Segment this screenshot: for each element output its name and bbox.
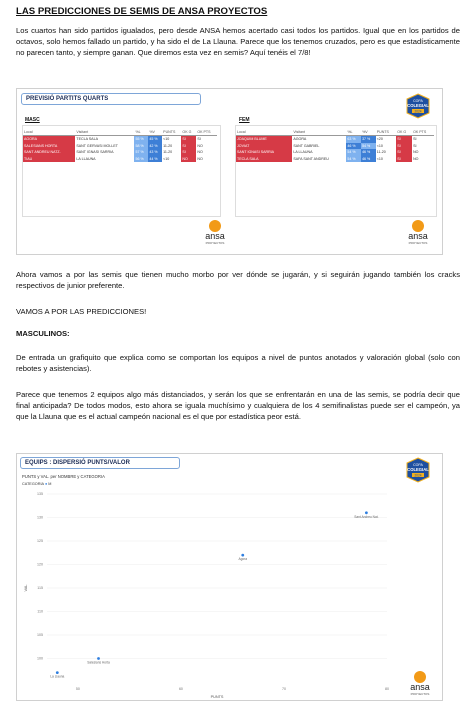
fem-table-cell: 63 % bbox=[346, 136, 361, 143]
fem-label: FEM bbox=[239, 117, 250, 123]
masc-table-row bbox=[23, 136, 217, 143]
fem-table-cell: AGORA bbox=[292, 136, 346, 143]
y-tick-label: 125 bbox=[37, 539, 43, 544]
fem-table-cell: 54 % bbox=[361, 143, 376, 150]
masc-table-cell: 42 % bbox=[148, 143, 162, 150]
fem-table-cell: <10 bbox=[376, 143, 396, 150]
fem-table-cell: NO bbox=[412, 156, 434, 163]
fem-table-cell: SI bbox=[412, 143, 434, 150]
masc-table-row bbox=[23, 156, 217, 163]
masc-table-cell: SI bbox=[181, 143, 196, 150]
article-title: LAS PREDICCIONES DE SEMIS DE ANSA PROYECTOS bbox=[16, 6, 268, 17]
fem-table-cell: JOVIAT bbox=[236, 143, 292, 150]
copa-colegial-cup-icon bbox=[405, 93, 431, 119]
y-tick-label: 100 bbox=[37, 656, 43, 661]
fem-header-cell: OK PTS bbox=[412, 129, 434, 136]
y-tick-label: 115 bbox=[37, 586, 43, 591]
masc-table-cell: 56 % bbox=[134, 156, 148, 163]
masc-table-cell: SANT IGNASI SARRIA bbox=[75, 149, 134, 156]
y-tick-label: 135 bbox=[37, 492, 43, 497]
ansa-logo-left bbox=[200, 219, 230, 245]
data-point-label: Agora bbox=[238, 557, 248, 562]
masc-table-cell: LA LLAUNA bbox=[75, 156, 134, 163]
fem-table-cell: SI bbox=[396, 156, 412, 163]
y-tick-label: 120 bbox=[37, 562, 43, 567]
fem-table-cell: 11-20 bbox=[376, 149, 396, 156]
y-tick-label: 105 bbox=[37, 633, 43, 638]
svg-text:COLEGIAL: COLEGIAL bbox=[407, 103, 429, 108]
masc-table-cell: 44 % bbox=[148, 156, 162, 163]
prediction-panel bbox=[16, 88, 443, 255]
fem-table-cell: SANT IGNASI SARRIA bbox=[236, 149, 292, 156]
chart-intro-paragraph: De entrada un grafiquito que explica como se comportan los equipos a nivel de puntos anotados y valoración global (solo con rebotes y asistencias). bbox=[16, 353, 460, 373]
masc-table-cell: NO bbox=[196, 156, 217, 163]
ansa-logo-chart bbox=[405, 670, 435, 696]
chart-subtitle: PUNTS y VAL. per NOMBRE y CATEGORIA bbox=[22, 474, 105, 479]
masc-table-cell: SANT GERVASI MOLLET bbox=[75, 143, 134, 150]
scatter-chart-panel bbox=[16, 453, 443, 701]
svg-text:2024: 2024 bbox=[414, 473, 422, 478]
svg-text:COPA: COPA bbox=[413, 99, 423, 103]
fem-table-row bbox=[236, 156, 434, 163]
x-tick-label: 50 bbox=[75, 687, 80, 691]
svg-text:ansa: ansa bbox=[205, 231, 225, 241]
masc-header-cell: OK G bbox=[181, 129, 196, 136]
data-point-label: La Llauna bbox=[50, 674, 65, 679]
fem-table-cell: 54 % bbox=[346, 149, 361, 156]
svg-text:2024: 2024 bbox=[414, 109, 422, 114]
masc-table-cell: <10 bbox=[162, 136, 181, 143]
masc-table-cell: <10 bbox=[162, 156, 181, 163]
masc-table-cell: 45 % bbox=[148, 136, 162, 143]
analysis-paragraph: Parece que tenemos 2 equipos algo más distanciados, y serán los que se enfrentarán en una de las semis, se podría decir que final anticipada? De todos modos, esto ahora se iguala muchísimo y cualquiera de los 4 semifinalistas puede ser el campeón, ya que la Llauna que es el actual campeón nacional es el que por estadística peor está. bbox=[16, 390, 460, 421]
fem-table-cell: TECLA SALA bbox=[236, 156, 292, 163]
masc-table-cell: 11-20 bbox=[162, 143, 181, 150]
masc-header-cell: Local bbox=[23, 129, 75, 136]
fem-table-cell: 46 % bbox=[361, 156, 376, 163]
fem-header-cell: %L bbox=[346, 129, 361, 136]
x-axis-label: PUNTS bbox=[210, 695, 224, 699]
fem-header-cell: Local bbox=[236, 129, 292, 136]
fem-table-cell: <10 bbox=[376, 156, 396, 163]
data-point bbox=[97, 657, 100, 660]
svg-text:ansa: ansa bbox=[410, 682, 430, 692]
data-point bbox=[56, 671, 59, 674]
masc-header-cell: %V bbox=[148, 129, 162, 136]
fem-table-cell: LA LLAUNA bbox=[292, 149, 346, 156]
fem-table-cell: SANT GABRIEL bbox=[292, 143, 346, 150]
fem-table-row bbox=[236, 136, 434, 143]
fem-table-cell: SI bbox=[412, 136, 434, 143]
fem-table-cell: 54 % bbox=[346, 156, 361, 163]
masc-label: MASC bbox=[25, 117, 40, 123]
ansa-logo-right bbox=[403, 219, 433, 245]
data-point bbox=[241, 554, 244, 557]
svg-text:COLEGIAL: COLEGIAL bbox=[407, 467, 429, 472]
masc-header-cell: OK PTS bbox=[196, 129, 217, 136]
svg-text:COPA: COPA bbox=[413, 463, 423, 467]
fem-table-cell: 46 % bbox=[346, 143, 361, 150]
masc-table-cell: NO bbox=[196, 149, 217, 156]
legend-marker-icon: ● bbox=[44, 482, 49, 486]
prediction-panel-title: PREVISIÓ PARTITS QUARTS bbox=[21, 93, 201, 105]
masc-table-cell: AGORA bbox=[23, 136, 75, 143]
masc-table-cell: 57 % bbox=[134, 149, 148, 156]
legend-entry: M bbox=[48, 482, 52, 486]
svg-text:PROYECTOS: PROYECTOS bbox=[410, 692, 430, 696]
x-tick-label: 70 bbox=[281, 687, 286, 691]
masc-table-cell: 11-20 bbox=[162, 149, 181, 156]
data-point bbox=[365, 511, 368, 514]
fem-table-cell: JOAQUIM BLUME bbox=[236, 136, 292, 143]
fem-header-cell: PUNTS bbox=[376, 129, 396, 136]
masc-table-cell: SI bbox=[181, 149, 196, 156]
fem-table-cell: SI bbox=[396, 149, 412, 156]
x-tick-label: 80 bbox=[385, 687, 389, 691]
scatter-plot bbox=[17, 454, 442, 700]
data-point-label: Sant Andreu Nat. bbox=[354, 514, 379, 519]
fem-table-cell: <20 bbox=[376, 136, 396, 143]
masc-header-cell: Visitant bbox=[75, 129, 134, 136]
svg-text:ansa: ansa bbox=[408, 231, 428, 241]
legend-title: CATEGORIA bbox=[22, 482, 44, 486]
fem-table-cell: SAFA SANT ANDREU bbox=[292, 156, 346, 163]
masc-table-cell: TIAU bbox=[23, 156, 75, 163]
masc-table-cell: SALESIANS HORTA bbox=[23, 143, 75, 150]
svg-text:PROYECTOS: PROYECTOS bbox=[408, 241, 428, 245]
intro-paragraph: Los cuartos han sido partidos igualados, pero desde ANSA hemos acertado casi todos los partidos. Igual que en los partidos de octavos, solo hemos fallado un partido, y ha sido el de La Llauna. Parece que los tenemos cruzados, pero es que estadísticamente no parecen tanto, y siempre ganan. Que diremos esta vez en semis? Aquí tenéis el 7/8! bbox=[16, 26, 460, 57]
data-point-label: Salesians Horta bbox=[87, 660, 110, 665]
masc-table-cell: 55 % bbox=[134, 136, 148, 143]
masc-table-cell: SI bbox=[196, 136, 217, 143]
masc-table-cell: 43 % bbox=[148, 149, 162, 156]
masc-predictions-table bbox=[23, 129, 217, 162]
masc-table-cell: SANT ANDREU NATZ. bbox=[23, 149, 75, 156]
fem-table-cell: SI bbox=[396, 136, 412, 143]
fem-header-cell: Visitant bbox=[292, 129, 346, 136]
x-tick-label: 60 bbox=[178, 687, 183, 691]
semis-paragraph: Ahora vamos a por las semis que tienen mucho morbo por ver dónde se jugarán, y si seguirán jugando también los cracks respectivos de junior preferente. bbox=[16, 270, 460, 290]
masc-table-cell: SI bbox=[181, 136, 196, 143]
y-tick-label: 130 bbox=[37, 515, 43, 520]
fem-table-cell: 37 % bbox=[361, 136, 376, 143]
fem-header-cell: OK G bbox=[396, 129, 412, 136]
fem-predictions-table bbox=[236, 129, 434, 162]
masc-table-cell: 58 % bbox=[134, 143, 148, 150]
masc-table-cell: TECLA SALA bbox=[75, 136, 134, 143]
predictions-heading: VAMOS A POR LAS PREDICCIONES! bbox=[16, 307, 147, 316]
fem-table-cell: SI bbox=[396, 143, 412, 150]
masculinos-heading: MASCULINOS: bbox=[16, 329, 70, 338]
fem-header-cell: %V bbox=[361, 129, 376, 136]
masc-header-cell: PUNTS bbox=[162, 129, 181, 136]
chart-title: EQUIPS : DISPERSIÓ PUNTS/VALOR bbox=[20, 457, 180, 469]
y-axis-label: VAL bbox=[24, 584, 28, 592]
fem-table-cell: NO bbox=[412, 149, 434, 156]
y-tick-label: 110 bbox=[37, 609, 43, 614]
masc-header-cell: %L bbox=[134, 129, 148, 136]
masc-table-cell: NO bbox=[181, 156, 196, 163]
svg-text:PROYECTOS: PROYECTOS bbox=[205, 241, 225, 245]
fem-table-cell: 46 % bbox=[361, 149, 376, 156]
masc-table-cell: NO bbox=[196, 143, 217, 150]
